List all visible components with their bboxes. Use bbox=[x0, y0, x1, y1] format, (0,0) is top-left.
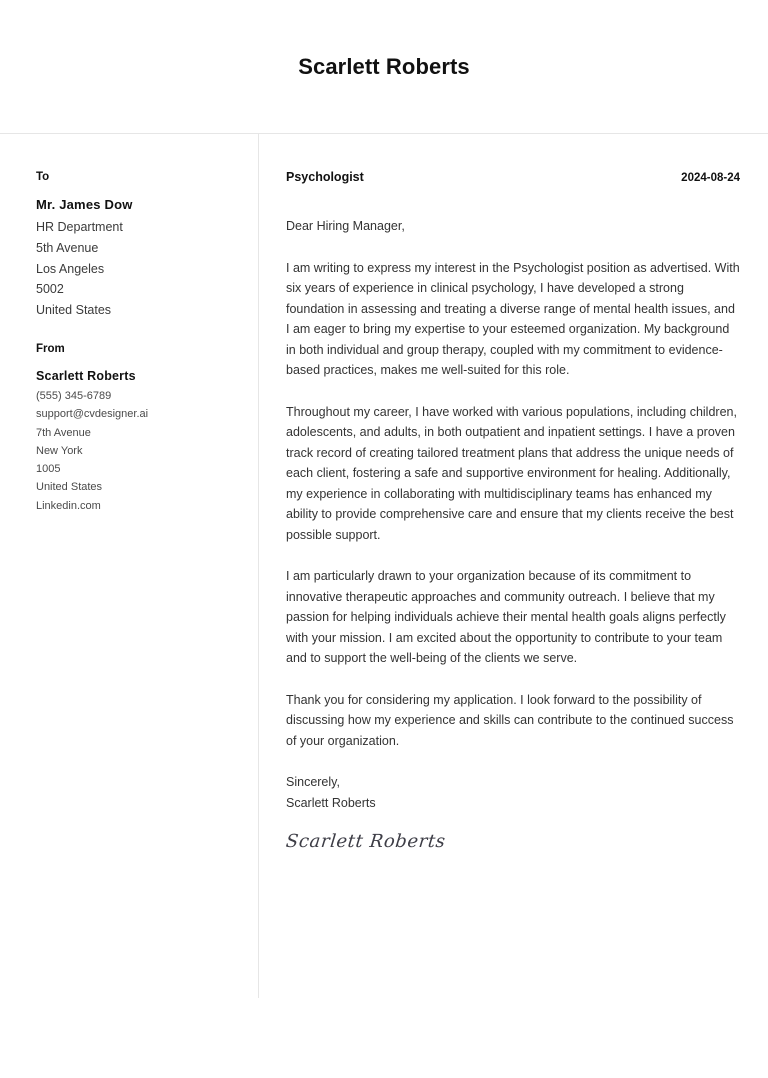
recipient-line: 5002 bbox=[36, 282, 64, 297]
letter-meta-row bbox=[286, 170, 740, 184]
job-title: Psychologist bbox=[286, 170, 364, 184]
recipient-line: Los Angeles bbox=[36, 261, 105, 276]
recipient-line: 5th Avenue bbox=[36, 240, 99, 255]
letter-date: 2024-08-24 bbox=[681, 172, 740, 184]
letter-header bbox=[0, 0, 768, 133]
recipient-line: HR Department bbox=[36, 220, 123, 234]
letter-columns bbox=[0, 134, 768, 998]
letter-body bbox=[259, 134, 768, 998]
sender-line: 7th Avenue bbox=[36, 426, 91, 439]
sender-email: support@cvdesigner.ai bbox=[36, 408, 149, 421]
sender-line: United States bbox=[36, 481, 103, 494]
signature: Scarlett Roberts bbox=[284, 831, 447, 852]
body-paragraph: Thank you for considering my application. I look forward to the possibility of discussing how my experience and skills can contribute to the continued success of your organization. bbox=[286, 692, 734, 748]
sender-website: Linkedin.com bbox=[36, 499, 101, 512]
recipient-name: Mr. James Dow bbox=[36, 197, 133, 212]
sender-label: From bbox=[36, 342, 65, 355]
address-sidebar bbox=[0, 134, 258, 998]
body-paragraph: I am writing to express my interest in the Psychologist position as advertised. With six years of experience in clinical psychology, I have developed a strong foundation in assessing and treating a diverse range of mental health issues, and I am eager to bring my expertise to your esteemed organization. My background in both individual and group therapy, coupled with my commitment to evidence-based practices, makes me well-suited for this role. bbox=[286, 260, 740, 377]
sender-name: Scarlett Roberts bbox=[36, 368, 136, 383]
body-paragraph: Throughout my career, I have worked with various populations, including children, adolescents, and adults, in both outpatient and inpatient settings. I have a proven track record of creating tailored treatment plans that address the unique needs of each client, fostering a safe and supportive environment for healing. Additionally, my experience in collaborating with multidisciplinary teams has enhanced my ability to provide comprehensive care and ensure that my clients receive the best possible support. bbox=[286, 404, 737, 542]
body-paragraph: I am particularly drawn to your organization because of its commitment to innovative therapeutic approaches and community outreach. I believe that my passion for helping individuals achieve their mental health goals aligns perfectly with your mission. I am excited about the opportunity to contribute to your team and to support the well-being of the clients we serve. bbox=[286, 569, 726, 665]
closing-block bbox=[286, 772, 740, 813]
sender-block bbox=[36, 343, 236, 515]
sender-phone: (555) 345-6789 bbox=[36, 389, 112, 402]
recipient-block bbox=[36, 171, 236, 321]
salutation: Dear Hiring Manager, bbox=[286, 219, 405, 233]
closing-word: Sincerely, bbox=[286, 775, 340, 789]
sender-line: New York bbox=[36, 444, 83, 457]
recipient-label: To bbox=[36, 171, 50, 183]
page-title: Scarlett Roberts bbox=[298, 53, 470, 79]
recipient-line: United States bbox=[36, 303, 112, 318]
sender-line: 1005 bbox=[36, 463, 61, 476]
closing-name: Scarlett Roberts bbox=[286, 795, 376, 810]
